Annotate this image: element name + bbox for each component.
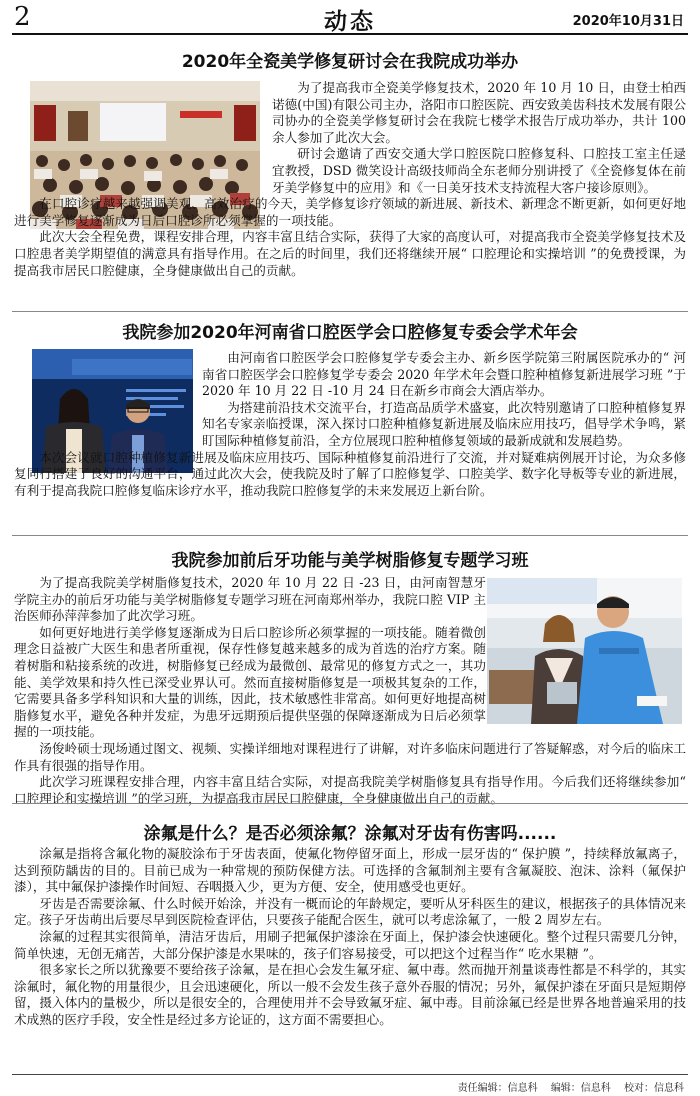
article-2-para-3: 本次会议就口腔种植修复新进展及临床应用技巧、国际种植修复前沿进行了交流，并对疑难病例展开讨论，为众多修复同行搭建了良好的沟通平台，通过此次大会，使我院及时了解了口腔修复学、口腔美学、数字化导板等专业的新进展，有利于提高我院口腔修复临床诊疗水平，推动我院口腔修复学的未来发展迈上新台阶。 [14, 449, 686, 498]
article-3-para-1: 为了提高我院美学树脂修复技术，2020 年 10 月 22 日 -23 日，由河南智慧牙学院主办的前后牙功能与美学树脂修复专题学习班在河南郑州举办，我院口腔 VIP 主治医师孙萍萍参加了此次学习班。 [14, 575, 486, 624]
article-2-para-2: 为搭建前沿技术交流平台，打造高品质学术盛宴，此次特别邀请了口腔种植修复界知名专家亲临授课，深入探讨口腔种植修复新进展及临床应用技巧，倡导学术争鸣，紧盯国际种植修复前沿，全方位展现口腔种植修复领域的最新成就和发展趋势。 [202, 399, 686, 448]
divider-1 [12, 311, 688, 312]
divider-2 [12, 535, 688, 536]
section-title: 动态 [324, 9, 376, 35]
article-2-body [14, 350, 686, 499]
article-3-para-3: 汤俊岭硕士现场通过图文、视频、实操详细地对课程进行了讲解，对许多临床问题进行了答疑解惑，对今后的临床工作具有很强的指导作用。 [14, 740, 686, 773]
article-4-para-4: 很多家长之所以犹豫要不要给孩子涂氟，是在担心会发生氟牙症、氟中毒。然而抛开剂量谈毒性都是不科学的，其实涂氟时，氟化物的用量很少，且会迅速硬化，所以一般不会发生孩子意外吞服的情况；另外，氟保护漆在牙面只是短期停留，摄入体内的量极少，所以是很安全的，合理使用并不会导致氟牙症、氟中毒。目前涂氟已经是世界各地普遍采用的技术成熟的医疗手段，安全性是经过多方论证的，这方面不需要担心。 [14, 962, 686, 1027]
footer-proofreader: 校对：信息科 [624, 1083, 684, 1094]
issue-date: 2020年10月31日 [572, 14, 684, 29]
article-1-title: 2020年全瓷美学修复研讨会在我院成功举办 [181, 52, 519, 72]
footer-rule [12, 1074, 688, 1075]
article-1-para-2: 研讨会邀请了西安交通大学口腔医院口腔修复科、口腔技工室主任逯宜教授，DSD 微笑设计高级技师尚全东老师分别讲授了《全瓷修复体在前牙美学修复中的应用》和《一日美牙技术支持流程大客户接诊原则》。 [272, 146, 686, 195]
article-3-body [14, 575, 686, 807]
article-4-body [14, 846, 686, 1029]
article-4-para-3: 涂氟的过程其实很简单，清洁牙齿后，用刷子把氟保护漆涂在牙面上，保护漆会快速硬化。整个过程只需要几分钟，简单快速，无创无痛苦，大部分保护漆是水果味的，孩子们容易接受，可以把这个过程当作“ 吃水果糖 ”。 [14, 928, 686, 961]
page-number: 2 [14, 2, 31, 32]
article-2-para-1: 由河南省口腔医学会口腔修复学专委会主办、新乡医学院第三附属医院承办的“ 河南省口腔医学会口腔修复学专委会 2020 年学术年会暨口腔种植修复新进展学习班 ”于 2020 年 10 月 22 日 -10 月 24 日在新乡市商会大酒店举办。 [202, 350, 686, 399]
article-4-para-1: 涂氟是指将含氟化物的凝胶涂布于牙齿表面，使氟化物停留牙面上，形成一层牙齿的“ 保护膜 ”，持续释放氟离子，达到预防龋齿的目的。目前已成为一种常规的预防保健方法。可选择的含氟制剂主要有含氟凝胶、泡沫、涂料（氟保护漆），其中氟保护漆操作时间短、吞咽摄入少，更为方便、安全，使用感受也更好。 [14, 846, 686, 895]
footer-editor: 责任编辑：信息科 [457, 1083, 538, 1094]
article-1-body [14, 80, 686, 279]
article-4-para-2: 牙齿是否需要涂氟、什么时候开始涂，并没有一概而论的年龄规定，要听从牙科医生的建议，根据孩子的具体情况来定。孩子牙齿萌出后要尽早到医院检查评估，只要孩子能配合医生，就可以考虑涂氟了，一般 2 周岁左右。 [14, 895, 686, 928]
page-header [0, 0, 700, 35]
article-1-para-3: 在口腔诊疗越来越强调美观、高效治疗的今天，美学修复诊疗领域的新进展、新技术、新理念不断更新，如何更好地进行美学修复逐渐成为日后口腔诊所必须掌握的一项技能。 [14, 196, 686, 228]
page-footer [448, 1079, 684, 1094]
article-1-para-1: 为了提高我市全瓷美学修复技术，2020 年 10 月 10 日，由登士柏西诺德(中国)有限公司主办，洛阳市口腔医院、西安致美齿科技术发展有限公司协办的全瓷美学修复研讨会在我院七楼学术报告厅成功举办，共计 100 余人参加了此次大会。 [272, 80, 686, 145]
article-2-title: 我院参加2020年河南省口腔医学会口腔修复专委会学术年会 [122, 323, 578, 343]
header-rule [12, 33, 688, 35]
article-3-para-4: 此次学习班课程安排合理，内容丰富且结合实际，对提高我院美学树脂修复具有指导作用。今后我们还将继续参加“ 口腔理论和实操培训 ”的学习班，为提高我市居民口腔健康，全身健康做出自己的贡献。 [14, 774, 686, 806]
article-3-para-2: 如何更好地进行美学修复逐渐成为日后口腔诊所必须掌握的一项技能。随着微创理念日益被广大医生和患者所重视，保存性修复越来越多的成为首选的治疗方案。随着树脂和粘接系统的改进，树脂修复已经成为最微创、最常见的修复方式之一，其功能、美学效果和持久性已深受业界认可。然而直接树脂修复是一项极其复杂的工作，它需要具备多学科知识和大量的训练，因此，技术敏感性非常高。如何更好地提高树脂修复水平，避免各种并发症，为患牙远期预后提供坚强的保障逐渐成为日后必须掌握的一项技能。 [14, 624, 486, 740]
article-3-title: 我院参加前后牙功能与美学树脂修复专题学习班 [171, 551, 529, 571]
article-4-title: 涂氟是什么？是否必须涂氟？涂氟对牙齿有伤害吗...... [143, 824, 557, 844]
divider-3 [12, 803, 688, 804]
footer-copy-editor: 编辑：信息科 [550, 1083, 611, 1094]
article-1-para-4: 此次大会全程免费，课程安排合理，内容丰富且结合实际，获得了大家的高度认可，对提高我市全瓷美学修复技术及口腔患者美学期望值的满意具有指导作用。在之后的时间里，我们还将继续开展“ 口腔理论和实操培训 ”的免费授课，为提高我市居民口腔健康，全身健康做出自己的贡献。 [14, 229, 686, 278]
